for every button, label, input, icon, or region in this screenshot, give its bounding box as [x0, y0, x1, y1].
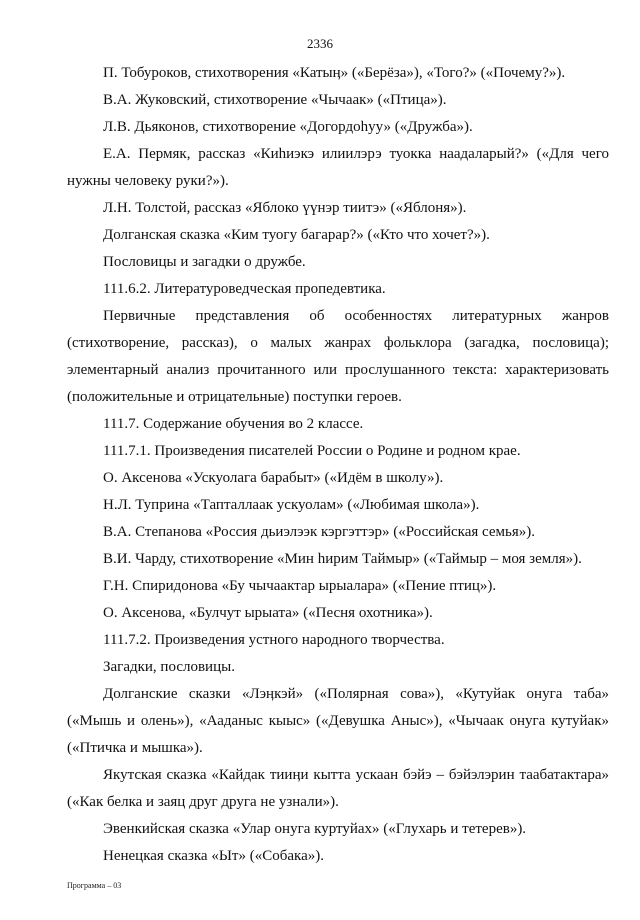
paragraph-toburokov: П. Тобуроков, стихотворения «Катыӊ» («Берёза»), «Того?» («Почему?»). [103, 65, 566, 81]
paragraph-chardu: В.И. Чарду, стихотворение «Мин һирим Таймыр» («Таймыр – моя земля»). [103, 551, 582, 567]
document-body [67, 60, 609, 870]
paragraph-riddles-proverbs: Загадки, пословицы. [103, 659, 235, 675]
page-footer: Программа – 03 [67, 881, 122, 890]
paragraph-proverbs-friendship: Пословицы и загадки о дружбе. [103, 254, 306, 270]
paragraph-aksenova-school: О. Аксенова «Ускуолага барабыт» («Идём в школу»). [103, 470, 444, 486]
paragraph-stepanova: В.А. Степанова «Россия дьиэлээк кэргэттэр» («Российская семья»). [103, 524, 536, 540]
paragraph-yakut-tale: Якутская сказка «Кайдак тииӊи кытта ускаан бэйэ – бэйэлэрин таабатактара» («Как белка и заяц друг друга не узнали»). [67, 767, 609, 810]
section-heading-111-7-2: 111.7.2. Произведения устного народного творчества. [103, 632, 445, 648]
paragraph-spiridonova: Г.Н. Спиридонова «Бу чычаактар ырыалара» («Пение птиц»). [103, 578, 497, 594]
paragraph-dolgan-tales: Долганские сказки «Лэӊкэй» («Полярная сова»), «Кутуйак онуга таба» («Мышь и олень»), «Ааданыс кыыс» («Девушка Аныс»), «Чычаак онуга кутуйак» («Птичка и мышка»). [67, 686, 609, 756]
section-heading-111-7-1: 111.7.1. Произведения писателей России о Родине и родном крае. [103, 443, 521, 459]
section-heading-111-6-2: 111.6.2. Литературоведческая пропедевтика. [103, 281, 386, 297]
paragraph-tuprina: Н.Л. Туприна «Тапталлаак ускуолам» («Любимая школа»). [103, 497, 480, 513]
paragraph-dyakonov: Л.В. Дьяконов, стихотворение «Догордоһуу» («Дружба»). [103, 119, 473, 135]
page-number: 2336 [307, 36, 333, 51]
paragraph-permyak: Е.А. Пермяк, рассказ «Киһиэкэ илиилэрэ туокка наадаларый?» («Для чего нужны человеку руки?»). [67, 146, 609, 189]
paragraph-nenets-tale: Ненецкая сказка «Ыт» («Собака»). [103, 848, 324, 864]
paragraph-evenki-tale: Эвенкийская сказка «Улар онуга куртуйах» («Глухарь и тетерев»). [103, 821, 527, 837]
section-heading-111-7: 111.7. Содержание обучения во 2 классе. [103, 416, 364, 432]
paragraph-genres-description: Первичные представления об особенностях литературных жанров (стихотворение, рассказ), о малых жанрах фольклора (загадка, пословица); элементарный анализ прочитанного или прослушанного текста: характеризовать (положительные и отрицательные) поступки героев. [67, 308, 609, 405]
paragraph-dolgan-tale-1: Долганская сказка «Ким туогу багарар?» («Кто что хочет?»). [103, 227, 490, 243]
paragraph-tolstoy: Л.Н. Толстой, рассказ «Яблоко үүнэр тиитэ» («Яблоня»). [103, 200, 467, 216]
paragraph-aksenova-hunter: О. Аксенова, «Булчут ырыата» («Песня охотника»). [103, 605, 433, 621]
paragraph-zhukovsky: В.А. Жуковский, стихотворение «Чычаак» («Птица»). [103, 92, 447, 108]
